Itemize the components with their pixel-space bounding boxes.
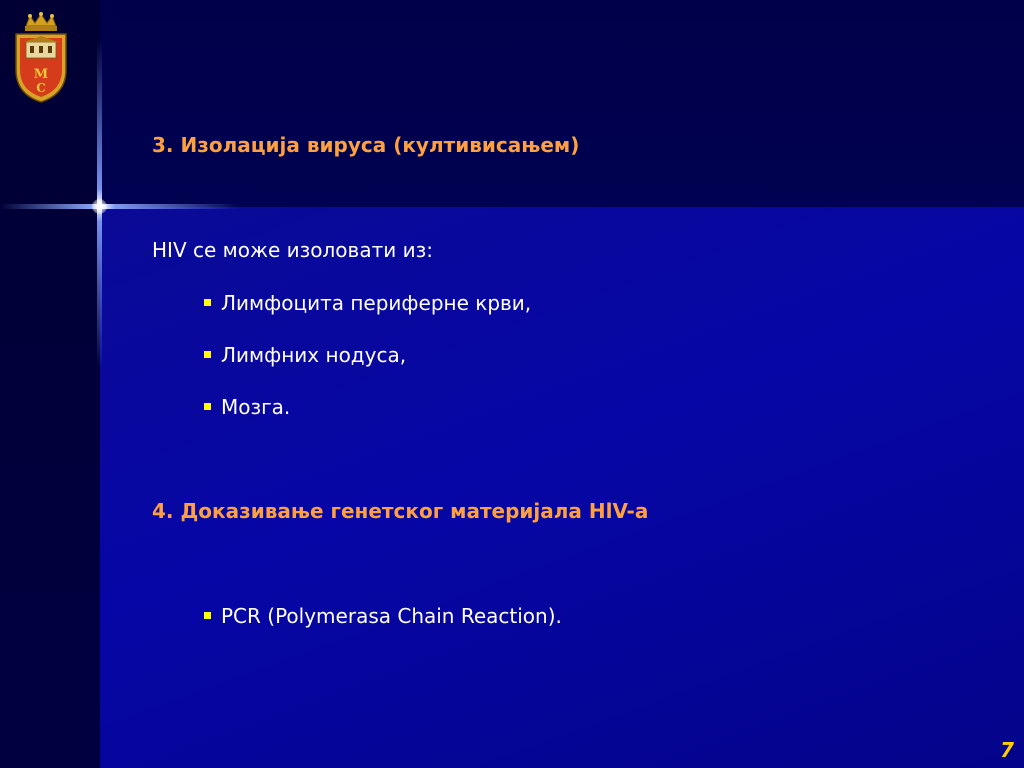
bullet-text: Лимфних нодуса, — [221, 343, 407, 367]
coat-of-arms-icon — [12, 12, 70, 104]
bullet-item-2 — [204, 343, 406, 367]
bullet-square-icon — [204, 612, 211, 619]
bullet-item-pcr — [204, 604, 562, 628]
bullet-text: Мозга. — [221, 395, 291, 419]
sparkle-horizontal-ray — [0, 204, 240, 209]
page-number: 7 — [1000, 738, 1014, 762]
bullet-square-icon — [204, 351, 211, 358]
left-sidebar-panel — [0, 0, 100, 768]
bullet-text: Лимфоцита периферне крви, — [221, 291, 532, 315]
svg-text:М: М — [33, 67, 49, 82]
intro-text: HIV се може изоловати из: — [152, 238, 433, 262]
bullet-square-icon — [204, 403, 211, 410]
top-panel — [100, 0, 1024, 207]
bullet-square-icon — [204, 299, 211, 306]
heading-genetic-material: 4. Доказивање генетског материјала HlV-а — [152, 499, 649, 523]
bullet-text: PCR (Polymerasa Chain Reaction). — [221, 604, 562, 628]
bullet-item-3 — [204, 395, 290, 419]
heading-isolation: 3. Изолација вируса (култивисањем) — [152, 133, 580, 157]
svg-text:С: С — [36, 81, 46, 95]
bullet-item-1 — [204, 291, 531, 315]
sparkle-star-icon — [92, 199, 107, 214]
